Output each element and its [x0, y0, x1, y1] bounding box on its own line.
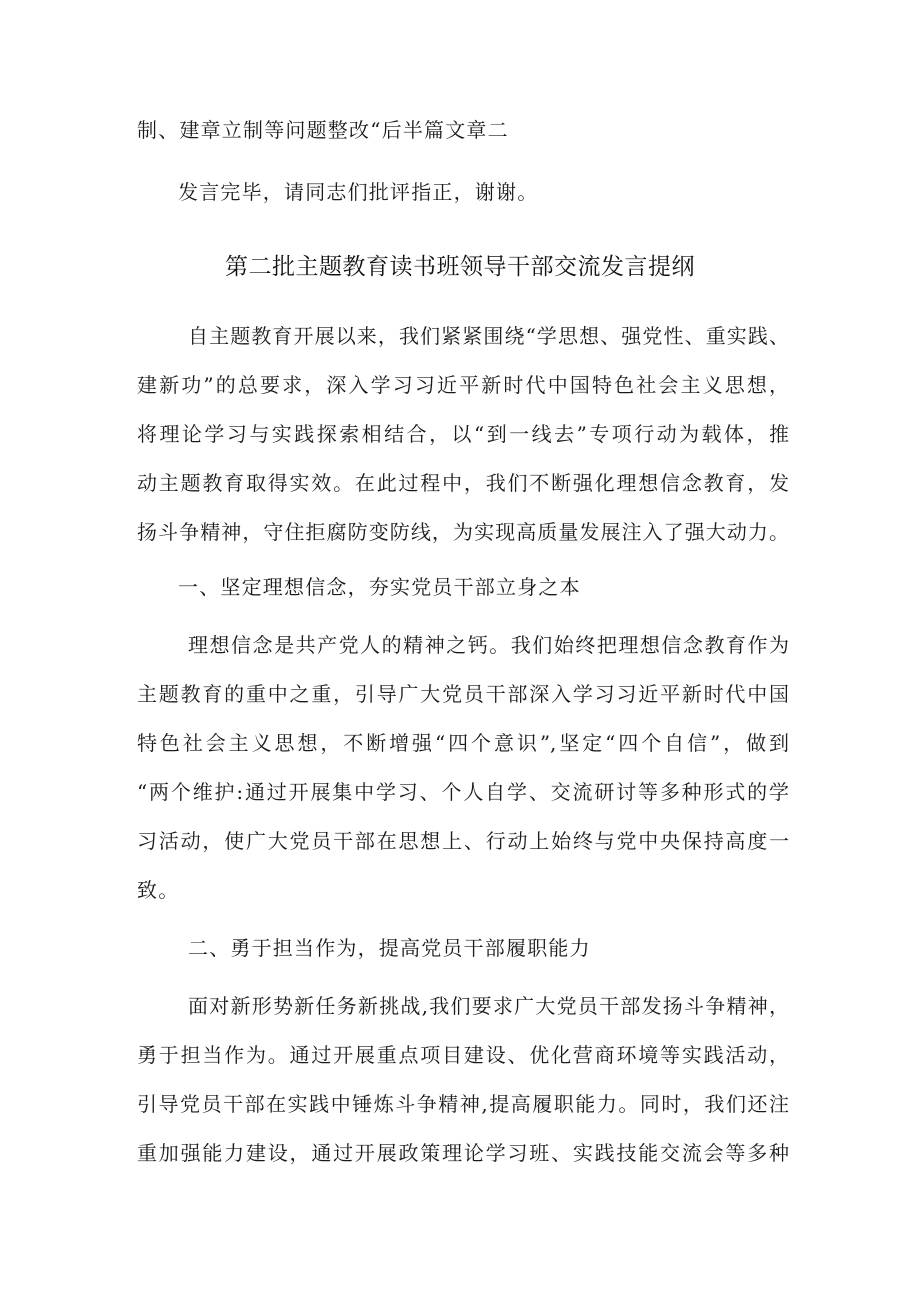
section-2-line-3: 引导党员干部在实践中锤炼斗争精神,提高履职能力。同时，我们还注 [137, 1092, 789, 1116]
intro-line-3: 将理论学习与实践探索相结合，以“到一线去”专项行动为载体，推 [137, 422, 789, 446]
section-1-line-1: 理想信念是共产党人的精神之钙。我们始终把理想信念教育作为 [188, 633, 789, 657]
section-1-heading: 一、坚定理想信念，夯实党员干部立身之本 [178, 575, 581, 599]
section-2-heading: 二、勇于担当作为，提高党员干部履职能力 [188, 936, 591, 960]
carryover-line: 制、建章立制等问题整改“后半篇文章二 [137, 118, 509, 142]
section-2-line-4: 重加强能力建设，通过开展政策理论学习班、实践技能交流会等多种 [137, 1141, 789, 1165]
closing-remark: 发言完毕，请同志们批评指正，谢谢。 [178, 180, 539, 204]
intro-line-1: 自主题教育开展以来，我们紧紧围绕“学思想、强党性、重实践、 [188, 324, 789, 348]
intro-line-2: 建新功”的总要求，深入学习习近平新时代中国特色社会主义思想， [137, 373, 789, 397]
section-1-line-5: 习活动，使广大党员干部在思想上、行动上始终与党中央保持高度一 [137, 829, 789, 853]
intro-line-5: 扬斗争精神，守住拒腐防变防线，为实现高质量发展注入了强大动力。 [137, 520, 789, 544]
section-1-line-2: 主题教育的重中之重，引导广大党员干部深入学习习近平新时代中国 [137, 682, 789, 706]
section-2-line-2: 勇于担当作为。通过开展重点项目建设、优化营商环境等实践活动， [137, 1043, 789, 1067]
section-1-line-6: 致。 [137, 878, 180, 902]
section-2-line-1: 面对新形势新任务新挑战,我们要求广大党员干部发扬斗争精神， [188, 994, 789, 1018]
section-1-line-3: 特色社会主义思想，不断增强“四个意识”,坚定“四个自信”，做到 [137, 731, 789, 755]
intro-line-4: 动主题教育取得实效。在此过程中，我们不断强化理想信念教育，发 [137, 471, 789, 495]
section-1-line-4: “两个维护:通过开展集中学习、个人自学、交流研讨等多种形式的学 [137, 780, 789, 804]
document-title: 第二批主题教育读书班领导干部交流发言提纲 [225, 254, 695, 280]
